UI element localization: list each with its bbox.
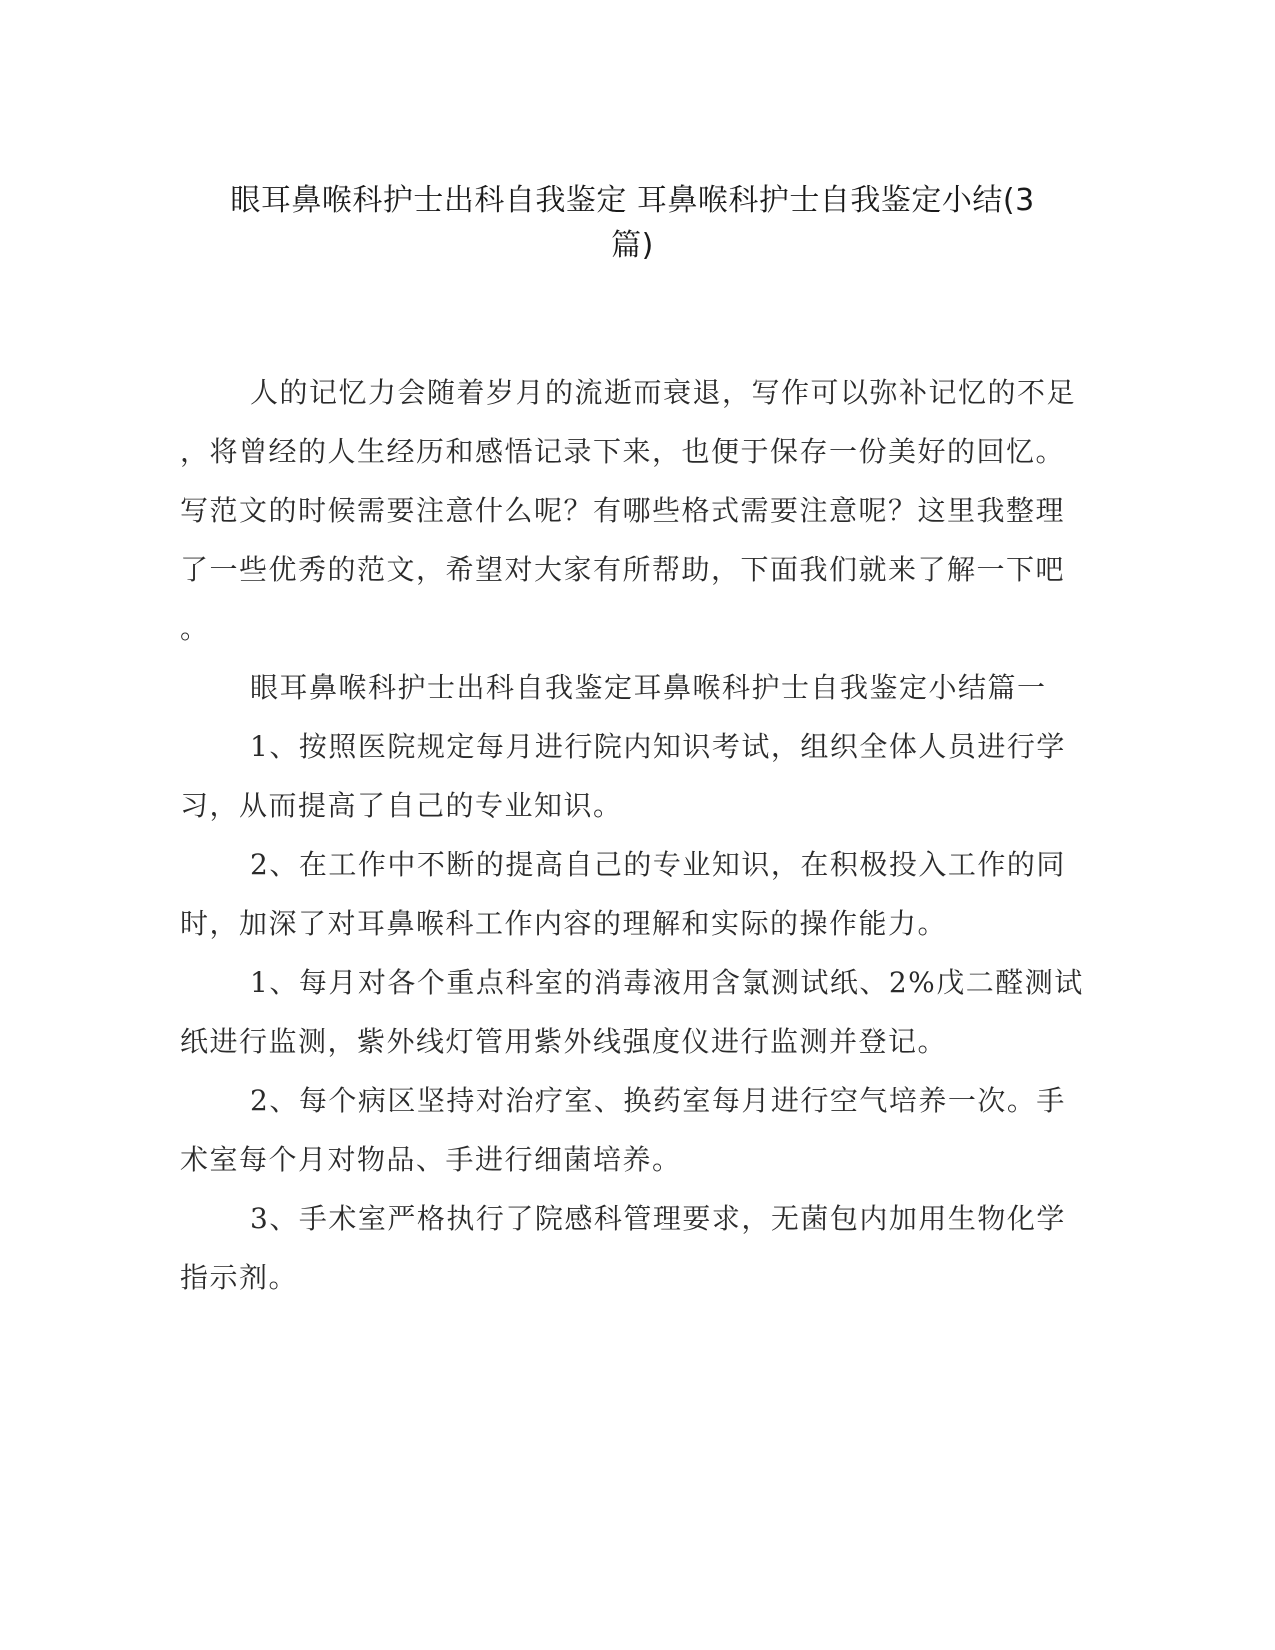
intro-paragraph-line-5: 。 [180,612,210,645]
item-paragraph-line: 术室每个月对物品、手进行细菌培养。 [180,1143,682,1176]
document-title [180,178,1085,268]
intro-paragraph-line-2: ，将曾经的人生经历和感悟记录下来，也便于保存一份美好的回忆。 [180,435,1066,468]
item-paragraph-line: 3、手术室严格执行了院感科管理要求，无菌包内加用生物化学 [250,1202,1066,1235]
item-paragraph-line: 2、每个病区坚持对治疗室、换药室每月进行空气培养一次。手 [250,1084,1066,1117]
intro-paragraph-line-3: 写范文的时候需要注意什么呢？有哪些格式需要注意呢？这里我整理 [180,494,1066,527]
item-paragraph-line: 纸进行监测，紫外线灯管用紫外线强度仪进行监测并登记。 [180,1025,948,1058]
item-paragraph-line: 1、每月对各个重点科室的消毒液用含氯测试纸、2%戊二醛测试 [250,966,1084,999]
item-paragraph-line: 2、在工作中不断的提高自己的专业知识，在积极投入工作的同 [250,848,1066,881]
section-heading: 眼耳鼻喉科护士出科自我鉴定耳鼻喉科护士自我鉴定小结篇一 [250,671,1047,704]
item-paragraph-line: 时，加深了对耳鼻喉科工作内容的理解和实际的操作能力。 [180,907,948,940]
intro-paragraph-line-1: 人的记忆力会随着岁月的流逝而衰退，写作可以弥补记忆的不足 [250,376,1077,409]
intro-paragraph-line-4: 了一些优秀的范文，希望对大家有所帮助，下面我们就来了解一下吧 [180,553,1066,586]
title-line-1: 眼耳鼻喉科护士出科自我鉴定 耳鼻喉科护士自我鉴定小结(3 [230,183,1035,218]
title-line-2: 篇) [611,228,654,263]
document-body [180,363,1085,1307]
item-paragraph-line: 指示剂。 [180,1261,299,1294]
item-paragraph-line: 1、按照医院规定每月进行院内知识考试，组织全体人员进行学 [250,730,1066,763]
item-paragraph-line: 习，从而提高了自己的专业知识。 [180,789,623,822]
